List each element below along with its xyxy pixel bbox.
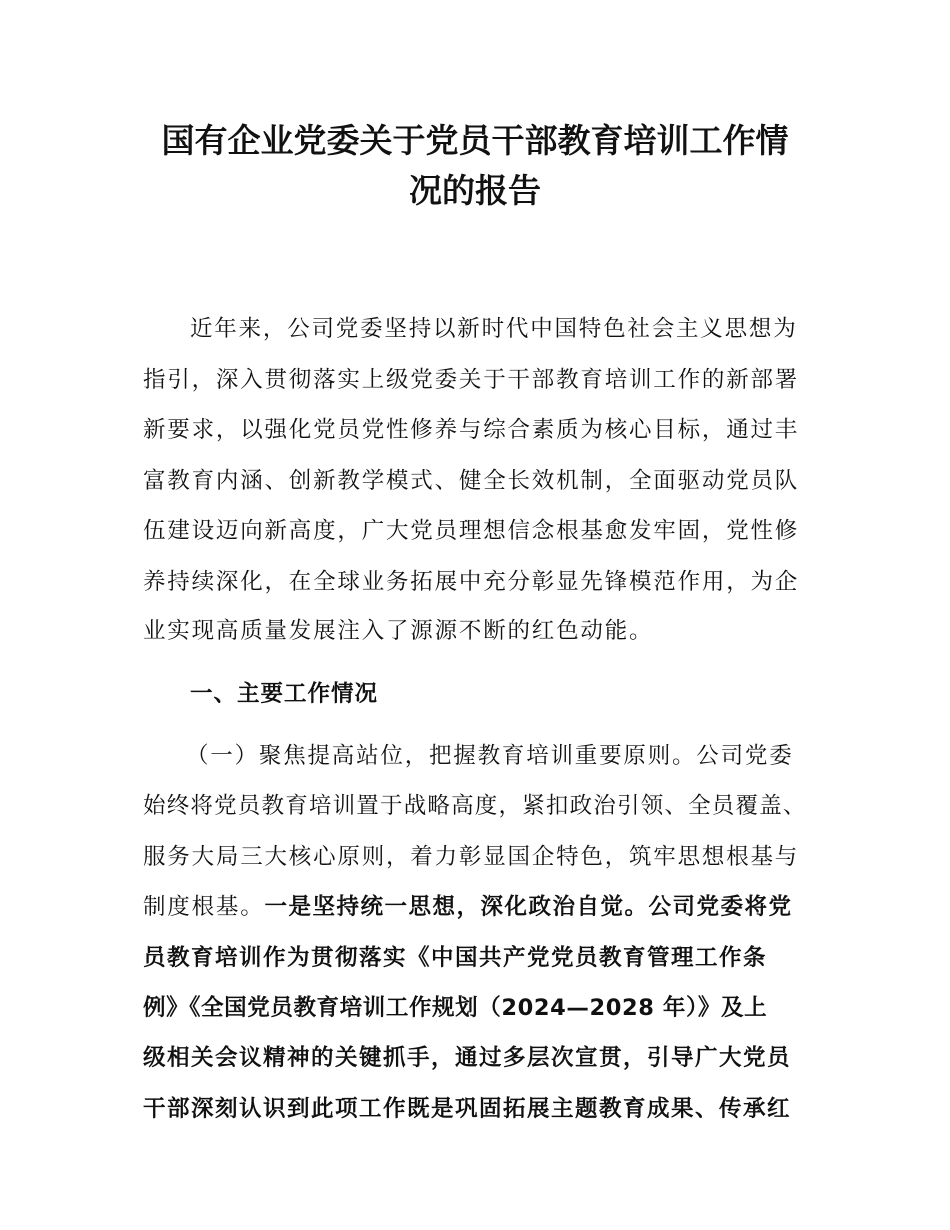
- sub1-line-8: 干部深刻认识到此项工作既是巩固拓展主题教育成果、传承红: [143, 1096, 792, 1122]
- sub1-line-4: [143, 889, 793, 921]
- sub1-line-6: 例》《全国党员教育培训工作规划（2024—2028 年）》及上: [143, 995, 768, 1021]
- intro-line-5: 伍建设迈向新高度，广大党员理想信念根基愈发牢固，党性修: [143, 518, 800, 544]
- intro-line-2: 指引，深入贯彻落实上级党委关于干部教育培训工作的新部署: [143, 367, 800, 393]
- title-line-1: 国有企业党委关于党员干部教育培训工作情: [161, 121, 789, 160]
- sub1-line-5: 员教育培训作为贯彻落实《中国共产党党员教育管理工作条: [143, 945, 768, 971]
- sub1-line-2: 始终将党员教育培训置于战略高度，紧扣政治引领、全员覆盖、: [143, 793, 807, 819]
- intro-line-6: 养持续深化，在全球业务拓展中充分彰显先锋模范作用，为企: [143, 569, 800, 595]
- sub1-line-7: 级相关会议精神的关键抓手，通过多层次宣贯，引导广大党员: [143, 1045, 792, 1071]
- sub1-line-3: 服务大局三大核心原则，着力彰显国企特色，筑牢思想根基与: [143, 844, 800, 870]
- sub1-line-1: （一）聚焦提高站位，把握教育培训重要原则。公司党委: [186, 743, 794, 769]
- sub1-line-4-plain: 制度根基。: [143, 894, 265, 920]
- document-title: [80, 116, 870, 216]
- section-heading-1: 一、主要工作情况: [190, 681, 379, 707]
- sub1-line-4-bold: 一是坚持统一思想，深化政治自觉。公司党委将党: [264, 894, 793, 920]
- intro-line-3: 新要求，以强化党员党性修养与综合素质为核心目标，通过丰: [143, 417, 800, 443]
- intro-line-4: 富教育内涵、创新教学模式、健全长效机制，全面驱动党员队: [143, 468, 800, 494]
- title-line-2: 况的报告: [409, 171, 541, 210]
- intro-line-7: 业实现高质量发展注入了源源不断的红色动能。: [143, 618, 654, 644]
- intro-line-1: 近年来，公司党委坚持以新时代中国特色社会主义思想为: [190, 316, 798, 342]
